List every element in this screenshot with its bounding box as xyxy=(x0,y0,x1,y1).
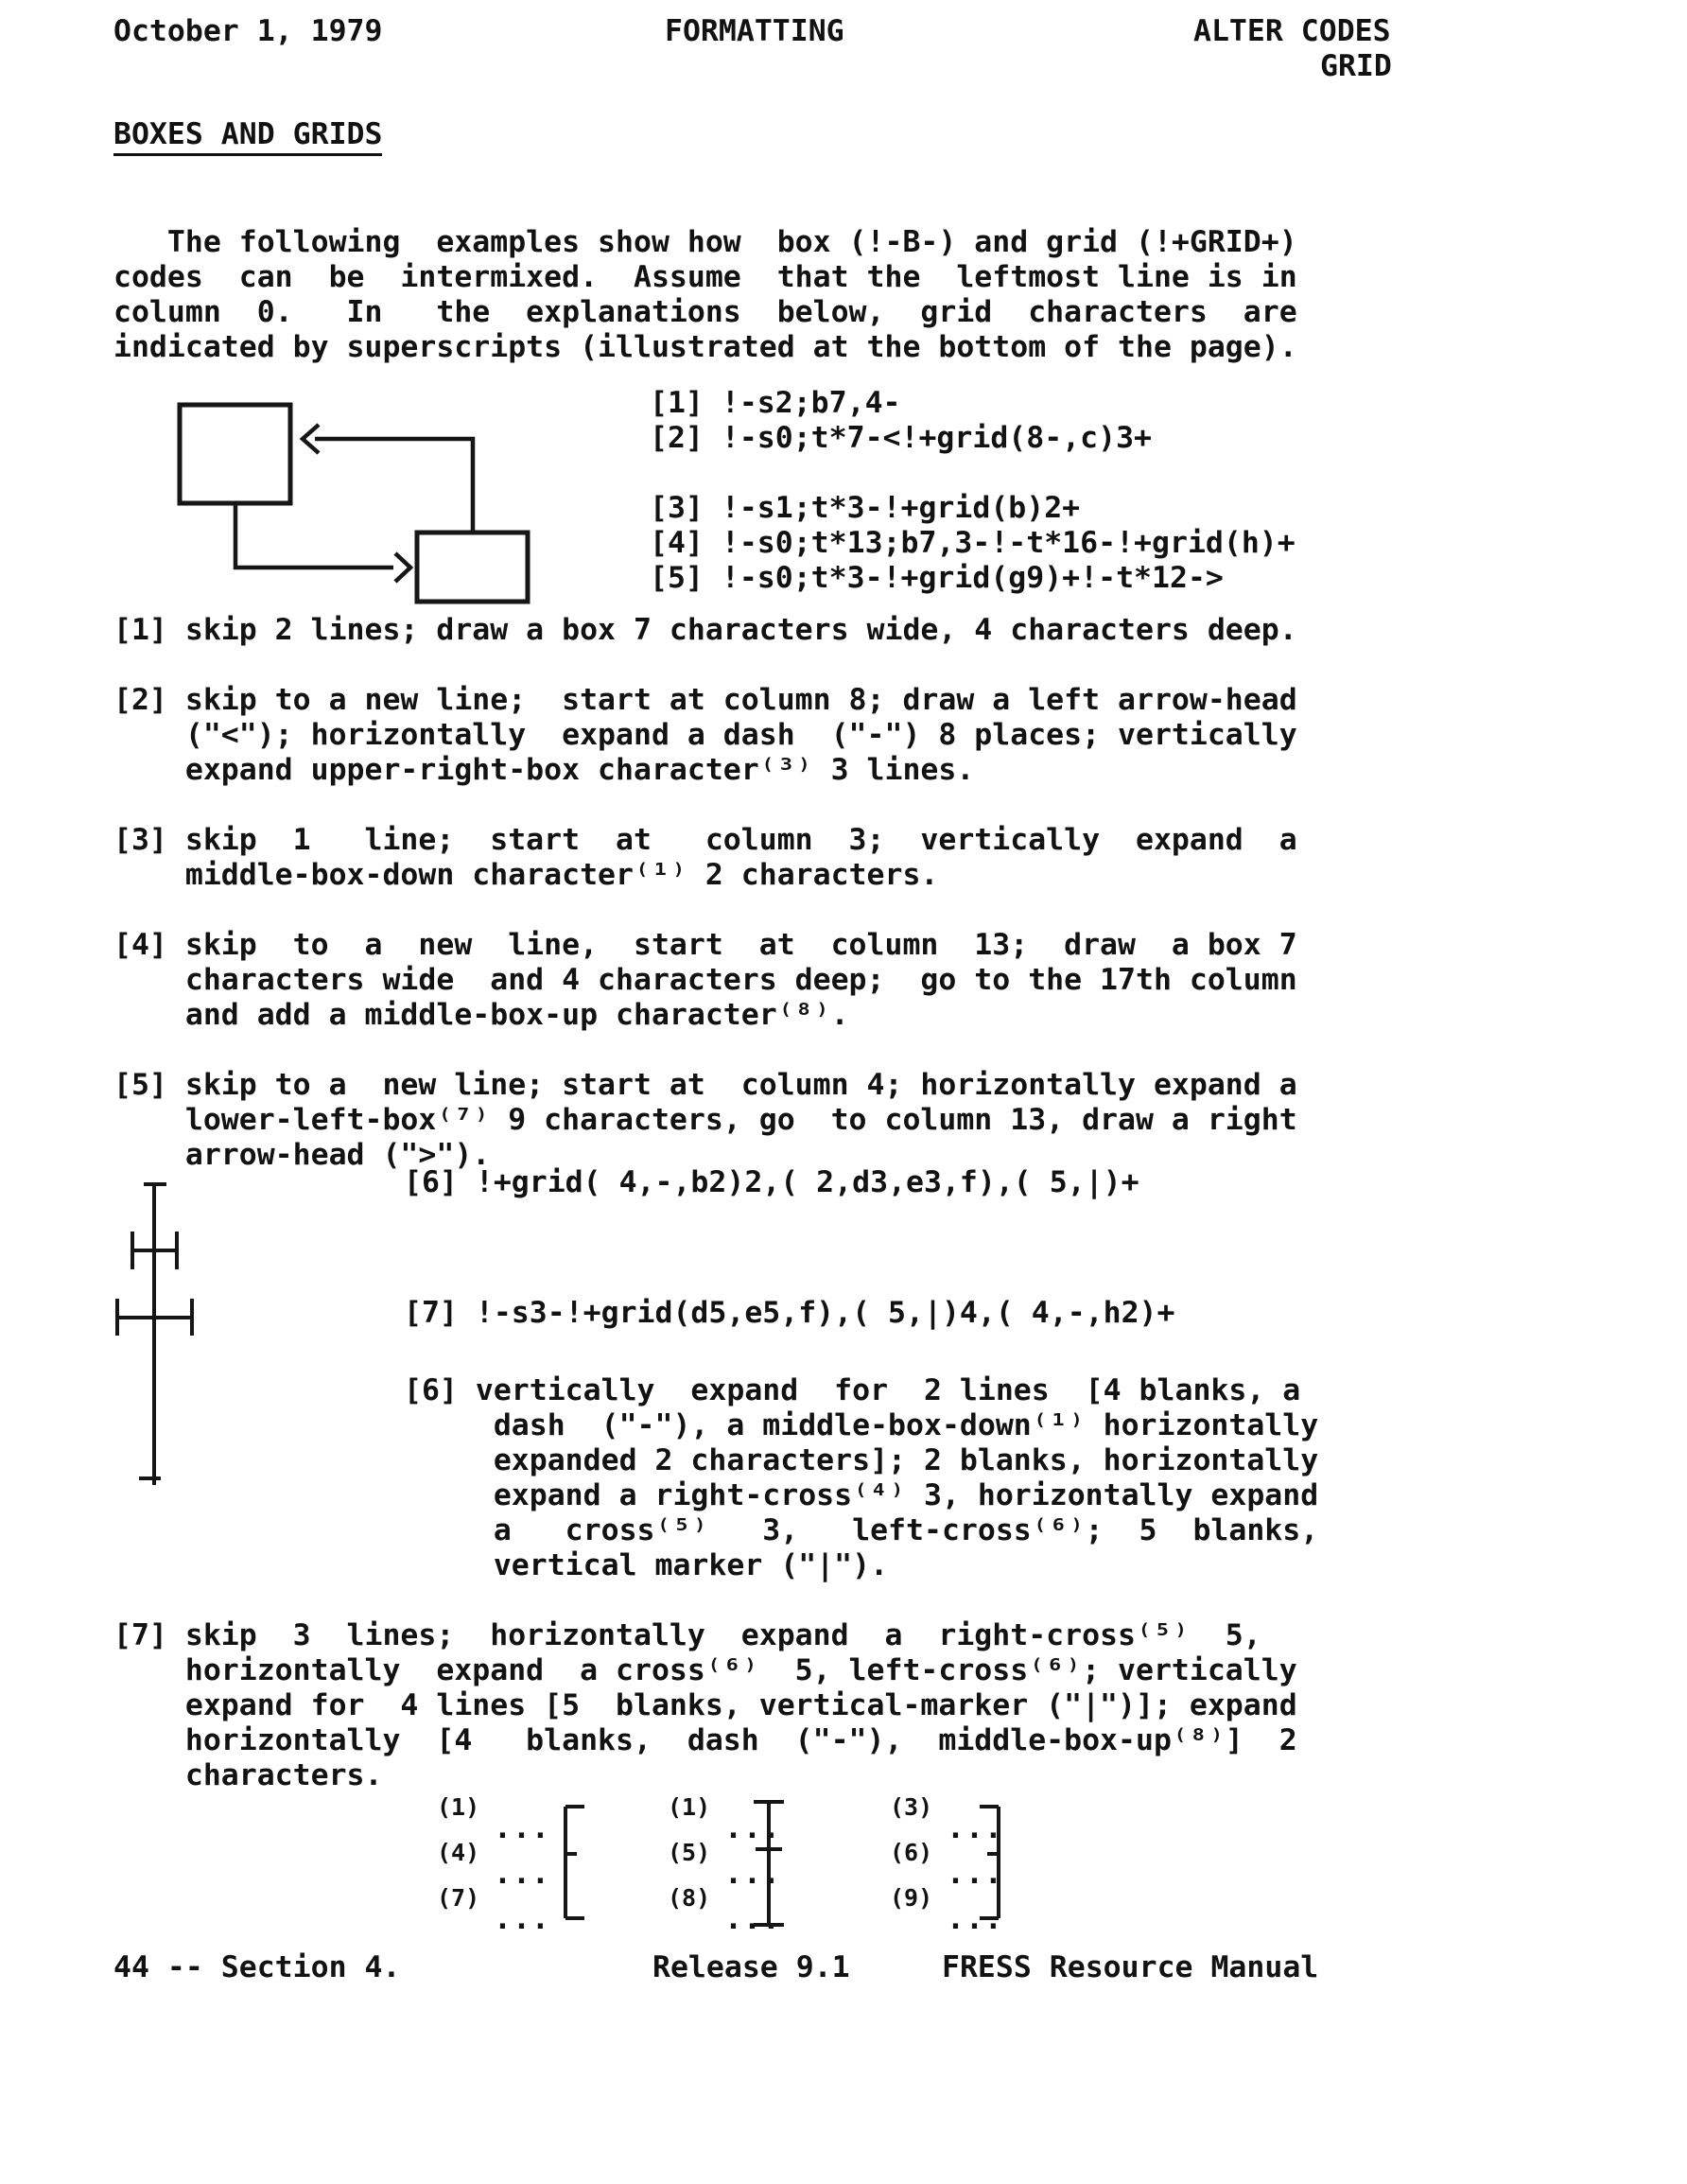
intro-line: codes can be intermixed. Assume that the leftmost line is in xyxy=(113,260,1297,294)
explanation-1 xyxy=(113,613,1297,648)
text-line: expanded 2 characters]; 2 blanks, horizontally xyxy=(404,1443,1319,1477)
box-flow-diagram xyxy=(142,380,577,617)
code-line: [5] !-s0;t*3-!+grid(g9)+!-t*12-> xyxy=(650,561,1224,595)
legend-dots: ... xyxy=(947,1811,1003,1845)
grid-cross-diagram xyxy=(95,1171,236,1497)
text-line: expand for 4 lines [5 blanks, vertical-marker ("|")]; expand xyxy=(113,1688,1297,1722)
legend-label: (1) xyxy=(668,1793,711,1821)
arrow-line-to-box1 xyxy=(315,439,473,533)
text-line: expand upper-right-box character⁽³⁾ 3 lines. xyxy=(113,753,975,787)
explanation-6 xyxy=(404,1373,1318,1583)
code-listing-a xyxy=(650,386,1296,596)
legend-label: (6) xyxy=(890,1839,933,1866)
text-line: [1] skip 2 lines; draw a box 7 characters wide, 4 characters deep. xyxy=(113,613,1297,647)
box-1-shape xyxy=(180,405,290,503)
connector-line-to-box2 xyxy=(235,503,393,568)
text-line: middle-box-down character⁽¹⁾ 2 characters. xyxy=(113,858,939,892)
header-date: October 1, 1979 xyxy=(113,14,383,48)
explanation-5 xyxy=(113,1068,1297,1173)
text-line: expand a right-cross⁽⁴⁾ 3, horizontally expand xyxy=(404,1478,1319,1512)
text-line: characters wide and 4 characters deep; go to the 17th column xyxy=(113,963,1297,997)
legend-dots: ... xyxy=(724,1902,781,1936)
text-line: arrow-head (">"). xyxy=(113,1138,491,1172)
legend-label: (9) xyxy=(890,1884,933,1912)
text-line: horizontally expand a cross⁽⁶⁾ 5, left-cross⁽⁶⁾; vertically xyxy=(113,1653,1297,1687)
page-title: BOXES AND GRIDS xyxy=(113,117,382,156)
right-arrowhead-icon xyxy=(395,553,410,582)
text-line: [3] skip 1 line; start at column 3; vertically expand a xyxy=(113,823,1297,857)
text-line: a cross⁽⁵⁾ 3, left-cross⁽⁶⁾; 5 blanks, xyxy=(404,1513,1319,1547)
footer-manual-name: FRESS Resource Manual xyxy=(942,1950,1319,1984)
intro-paragraph xyxy=(113,225,1297,365)
legend-dots: ... xyxy=(494,1902,550,1936)
text-line: [5] skip to a new line; start at column 4; horizontally expand a xyxy=(113,1068,1297,1102)
box-2-shape xyxy=(417,533,528,602)
explanation-7 xyxy=(113,1618,1297,1793)
legend-label: (7) xyxy=(437,1884,480,1912)
legend-label: (1) xyxy=(437,1793,480,1821)
header-topic: ALTER CODES xyxy=(1193,14,1391,48)
right-bracket-grid-glyph xyxy=(974,1801,1012,1926)
text-line: characters. xyxy=(113,1758,383,1792)
intro-line: The following examples show how box (!-B-) and grid (!+GRID+) xyxy=(113,225,1297,259)
legend-label: (4) xyxy=(437,1839,480,1866)
legend-dots: ... xyxy=(494,1857,550,1891)
code-line-7: [7] !-s3-!+grid(d5,e5,f),( 5,|)4,( 4,-,h2)+ xyxy=(404,1296,1175,1330)
i-beam-grid-glyph xyxy=(750,1795,791,1931)
code-line: [3] !-s1;t*3-!+grid(b)2+ xyxy=(650,491,1081,525)
footer-release: Release 9.1 xyxy=(652,1950,850,1984)
header-section: FORMATTING xyxy=(665,14,844,48)
legend-dots: ... xyxy=(494,1811,550,1845)
text-line: [7] skip 3 lines; horizontally expand a right-cross⁽⁵⁾ 5, xyxy=(113,1618,1261,1652)
header-subtopic: GRID xyxy=(1320,49,1392,83)
legend-label: (5) xyxy=(668,1839,711,1866)
left-bracket-grid-glyph xyxy=(558,1801,596,1926)
text-line: dash ("-"), a middle-box-down⁽¹⁾ horizontally xyxy=(404,1408,1319,1442)
text-line: ("<"); horizontally expand a dash ("-") 8 places; vertically xyxy=(113,718,1297,752)
legend-dots: ... xyxy=(724,1857,781,1891)
code-line: [4] !-s0;t*13;b7,3-!-t*16-!+grid(h)+ xyxy=(650,526,1296,560)
text-line: horizontally [4 blanks, dash ("-"), middle-box-up⁽⁸⁾] 2 xyxy=(113,1723,1297,1757)
explanation-3 xyxy=(113,823,1297,893)
code-line xyxy=(650,456,1296,491)
code-line: [2] !-s0;t*7-<!+grid(8-,c)3+ xyxy=(650,421,1153,455)
explanation-2 xyxy=(113,683,1297,788)
text-line: [2] skip to a new line; start at column 8; draw a left arrow-head xyxy=(113,683,1297,717)
code-line-6: [6] !+grid( 4,-,b2)2,( 2,d3,e3,f),( 5,|)+ xyxy=(404,1165,1139,1199)
code-line: [1] !-s2;b7,4- xyxy=(650,386,901,420)
text-line: lower-left-box⁽⁷⁾ 9 characters, go to column 13, draw a right xyxy=(113,1103,1297,1137)
text-line: vertical marker ("|"). xyxy=(404,1548,889,1582)
legend-label: (8) xyxy=(668,1884,711,1912)
legend-dots: ... xyxy=(724,1811,781,1845)
explanation-4 xyxy=(113,928,1297,1033)
intro-line: column 0. In the explanations below, grid characters are xyxy=(113,295,1297,329)
legend-dots: ... xyxy=(947,1902,1003,1936)
text-line: and add a middle-box-up character⁽⁸⁾. xyxy=(113,998,849,1032)
text-line: [4] skip to a new line, start at column 13; draw a box 7 xyxy=(113,928,1297,962)
legend-dots: ... xyxy=(947,1857,1003,1891)
footer-page-number: 44 -- Section 4. xyxy=(113,1950,401,1984)
intro-line: indicated by superscripts (illustrated at the bottom of the page). xyxy=(113,330,1297,364)
text-line: [6] vertically expand for 2 lines [4 blanks, a xyxy=(404,1373,1301,1407)
legend-label: (3) xyxy=(890,1793,933,1821)
